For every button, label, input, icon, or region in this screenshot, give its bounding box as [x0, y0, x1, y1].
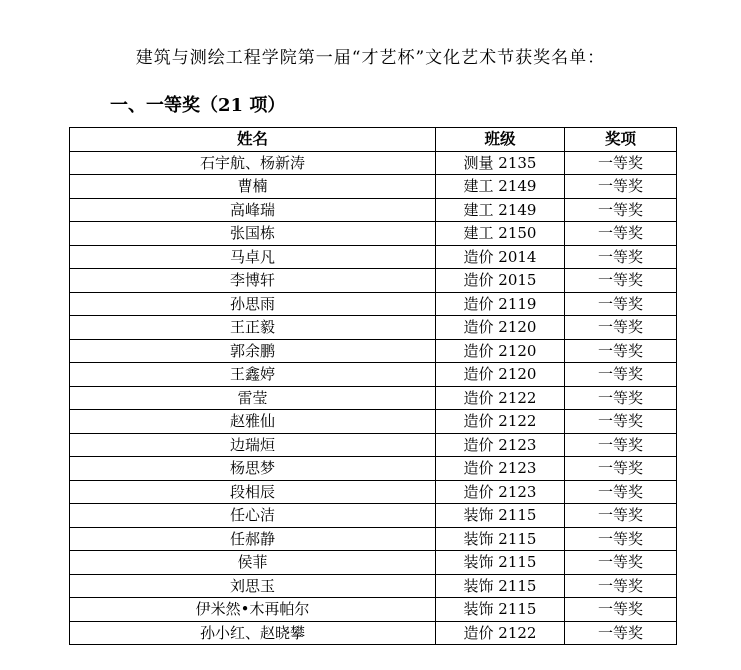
cell-class: 装饰 2115	[436, 574, 565, 598]
cell-class: 造价 2122	[436, 386, 565, 410]
cell-name: 王正毅	[70, 316, 436, 340]
cell-name: 郭余鹏	[70, 339, 436, 363]
cell-award: 一等奖	[565, 245, 677, 269]
cell-award: 一等奖	[565, 363, 677, 387]
cell-award: 一等奖	[565, 386, 677, 410]
cell-class: 造价 2123	[436, 457, 565, 481]
cell-award: 一等奖	[565, 598, 677, 622]
table-row	[70, 574, 677, 598]
cell-class: 造价 2122	[436, 621, 565, 645]
table-header-row	[70, 128, 677, 152]
cell-class: 造价 2120	[436, 363, 565, 387]
cell-award: 一等奖	[565, 222, 677, 246]
cell-award: 一等奖	[565, 574, 677, 598]
cell-class: 建工 2149	[436, 198, 565, 222]
table-body	[70, 151, 677, 645]
cell-award: 一等奖	[565, 269, 677, 293]
section-heading: 一、一等奖（21 项）	[110, 95, 286, 116]
cell-award: 一等奖	[565, 316, 677, 340]
cell-award: 一等奖	[565, 198, 677, 222]
table-row	[70, 245, 677, 269]
table-row	[70, 527, 677, 551]
table-row	[70, 551, 677, 575]
table-row	[70, 292, 677, 316]
cell-award: 一等奖	[565, 457, 677, 481]
table-row	[70, 222, 677, 246]
cell-name: 边瑞烜	[70, 433, 436, 457]
cell-award: 一等奖	[565, 410, 677, 434]
cell-class: 造价 2014	[436, 245, 565, 269]
cell-award: 一等奖	[565, 504, 677, 528]
cell-name: 马卓凡	[70, 245, 436, 269]
table-row	[70, 621, 677, 645]
cell-class: 造价 2122	[436, 410, 565, 434]
cell-award: 一等奖	[565, 433, 677, 457]
cell-name: 刘思玉	[70, 574, 436, 598]
cell-class: 测量 2135	[436, 151, 565, 175]
cell-name: 张国栋	[70, 222, 436, 246]
cell-name: 赵雅仙	[70, 410, 436, 434]
cell-class: 装饰 2115	[436, 527, 565, 551]
header-class: 班级	[436, 128, 565, 152]
table-row	[70, 316, 677, 340]
cell-award: 一等奖	[565, 621, 677, 645]
table-row	[70, 598, 677, 622]
header-name: 姓名	[70, 128, 436, 152]
cell-award: 一等奖	[565, 339, 677, 363]
table-row	[70, 480, 677, 504]
cell-class: 造价 2119	[436, 292, 565, 316]
table-row	[70, 198, 677, 222]
table-row	[70, 386, 677, 410]
header-award: 奖项	[565, 128, 677, 152]
cell-name: 李博轩	[70, 269, 436, 293]
table-row	[70, 410, 677, 434]
table-row	[70, 151, 677, 175]
cell-class: 装饰 2115	[436, 551, 565, 575]
document-title: 建筑与测绘工程学院第一届“才艺杯”文化艺术节获奖名单：	[135, 48, 606, 68]
cell-class: 造价 2123	[436, 480, 565, 504]
cell-class: 造价 2120	[436, 316, 565, 340]
cell-name: 任郝静	[70, 527, 436, 551]
cell-award: 一等奖	[565, 175, 677, 199]
cell-name: 石宇航、杨新涛	[70, 151, 436, 175]
cell-class: 造价 2015	[436, 269, 565, 293]
cell-name: 王鑫婷	[70, 363, 436, 387]
table-row	[70, 457, 677, 481]
table-row	[70, 269, 677, 293]
award-table	[69, 127, 677, 645]
cell-award: 一等奖	[565, 151, 677, 175]
cell-name: 伊米然•木再帕尔	[70, 598, 436, 622]
table-row	[70, 363, 677, 387]
cell-award: 一等奖	[565, 527, 677, 551]
cell-name: 曹楠	[70, 175, 436, 199]
cell-class: 建工 2149	[436, 175, 565, 199]
cell-class: 造价 2123	[436, 433, 565, 457]
cell-name: 孙小红、赵晓攀	[70, 621, 436, 645]
cell-award: 一等奖	[565, 480, 677, 504]
cell-award: 一等奖	[565, 292, 677, 316]
cell-name: 任心洁	[70, 504, 436, 528]
cell-name: 雷莹	[70, 386, 436, 410]
cell-name: 孙思雨	[70, 292, 436, 316]
cell-name: 杨思梦	[70, 457, 436, 481]
cell-class: 装饰 2115	[436, 504, 565, 528]
cell-class: 造价 2120	[436, 339, 565, 363]
cell-name: 段相辰	[70, 480, 436, 504]
table-row	[70, 175, 677, 199]
cell-name: 高峰瑞	[70, 198, 436, 222]
table-row	[70, 339, 677, 363]
cell-award: 一等奖	[565, 551, 677, 575]
cell-class: 建工 2150	[436, 222, 565, 246]
table-row	[70, 433, 677, 457]
cell-class: 装饰 2115	[436, 598, 565, 622]
table-row	[70, 504, 677, 528]
cell-name: 侯菲	[70, 551, 436, 575]
